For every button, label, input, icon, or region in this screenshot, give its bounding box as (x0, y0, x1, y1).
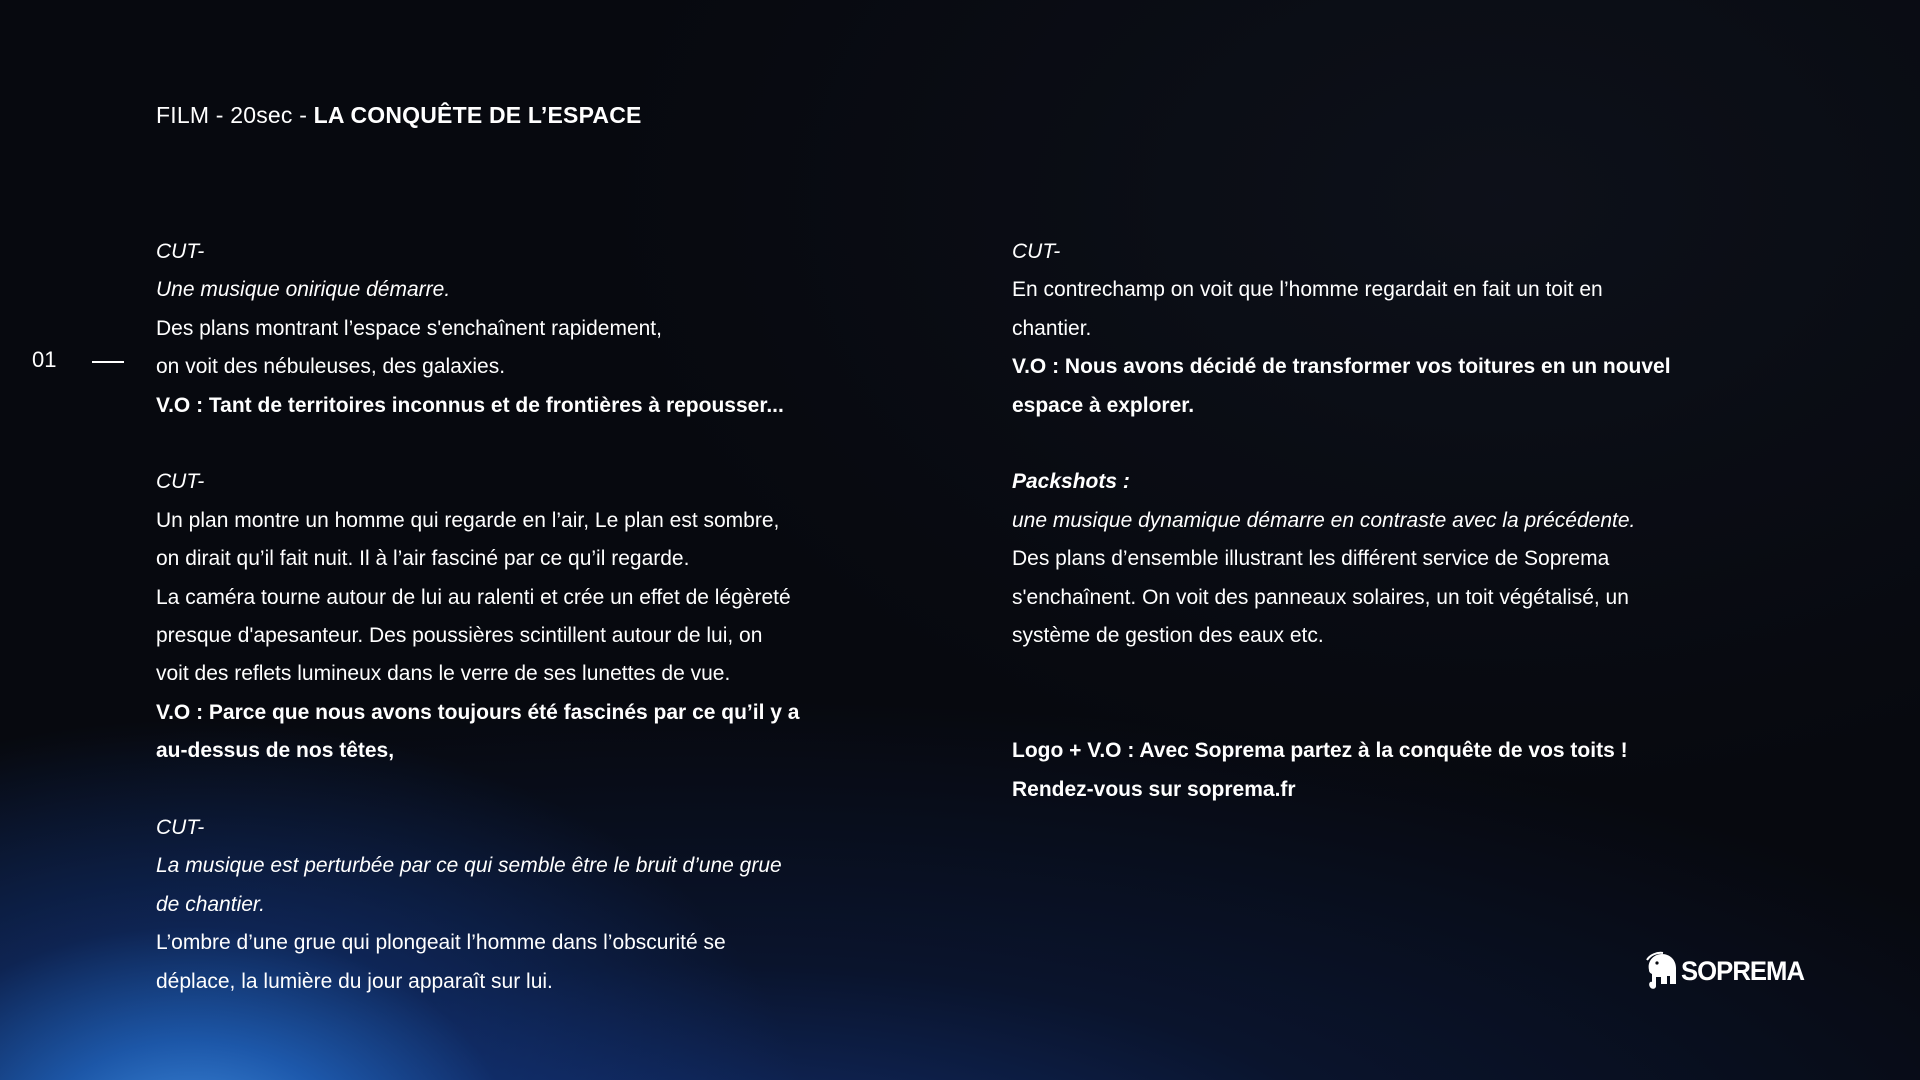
script-line: on dirait qu’il fait nuit. Il à l’air fasciné par ce qu’il regarde. (156, 547, 690, 571)
script-line: on voit des nébuleuses, des galaxies. (156, 355, 506, 379)
script-line: système de gestion des eaux etc. (1012, 624, 1324, 648)
packshots-heading: Packshots : (1012, 470, 1130, 494)
voice-over-line: au-dessus de nos têtes, (156, 739, 395, 763)
logo-text: SOPREMA (1681, 955, 1805, 986)
script-line: En contrechamp on voit que l’homme regardait en fait un toit en (1012, 278, 1603, 302)
script-line: voit des reflets lumineux dans le verre de ses lunettes de vue. (156, 662, 731, 686)
voice-over-line: espace à explorer. (1012, 393, 1195, 417)
script-line: Une musique onirique démarre. (156, 278, 451, 302)
script-line: CUT- (156, 240, 205, 263)
mammoth-icon (1643, 950, 1679, 992)
right-script-column (1012, 233, 1772, 809)
title-prefix: FILM - 20sec - (156, 102, 314, 128)
script-line: L’ombre d’une grue qui plongeait l’homme dans l’obscurité se (156, 931, 726, 955)
voice-over-line: V.O : Parce que nous avons toujours été fascinés par ce qu’il y a (156, 700, 800, 724)
script-line: de chantier. (156, 892, 265, 916)
script-line: CUT- (1012, 240, 1061, 263)
script-line: déplace, la lumière du jour apparaît sur lui. (156, 969, 553, 993)
soprema-logo (1643, 950, 1811, 992)
page-number-dash (92, 361, 124, 363)
script-line: chantier. (1012, 316, 1092, 340)
script-line: s'enchaînent. On voit des panneaux solaires, un toit végétalisé, un (1012, 585, 1629, 609)
script-line: une musique dynamique démarre en contraste avec la précédente. (1012, 508, 1636, 532)
voice-over-line: V.O : Nous avons décidé de transformer vos toitures en un nouvel (1012, 355, 1671, 379)
script-line: La musique est perturbée par ce qui semble être le bruit d’une grue (156, 854, 782, 878)
script-line: Un plan montre un homme qui regarde en l’air, Le plan est sombre, (156, 508, 780, 532)
script-line: Des plans d’ensemble illustrant les différent service de Soprema (1012, 547, 1610, 571)
page-title (156, 102, 642, 129)
voice-over-line: Rendez-vous sur soprema.fr (1012, 777, 1296, 801)
spacer (1012, 425, 1772, 463)
script-line: presque d'apesanteur. Des poussières scintillent autour de lui, on (156, 624, 763, 648)
spacer (156, 425, 916, 463)
title-bold: LA CONQUÊTE DE L’ESPACE (313, 102, 642, 128)
script-line: Des plans montrant l’espace s'enchaînent rapidement, (156, 316, 662, 340)
voice-over-line: V.O : Tant de territoires inconnus et de frontières à repousser... (156, 393, 784, 417)
page-number: 01 (32, 347, 57, 372)
spacer (1012, 655, 1772, 732)
script-line: La caméra tourne autour de lui au ralenti et crée un effet de légèreté (156, 585, 791, 609)
voice-over-line: Logo + V.O : Avec Soprema partez à la conquête de vos toits ! (1012, 739, 1628, 763)
spacer (156, 771, 916, 809)
script-line: CUT- (156, 816, 205, 840)
left-script-column (156, 233, 916, 1001)
script-line: CUT- (156, 470, 205, 494)
